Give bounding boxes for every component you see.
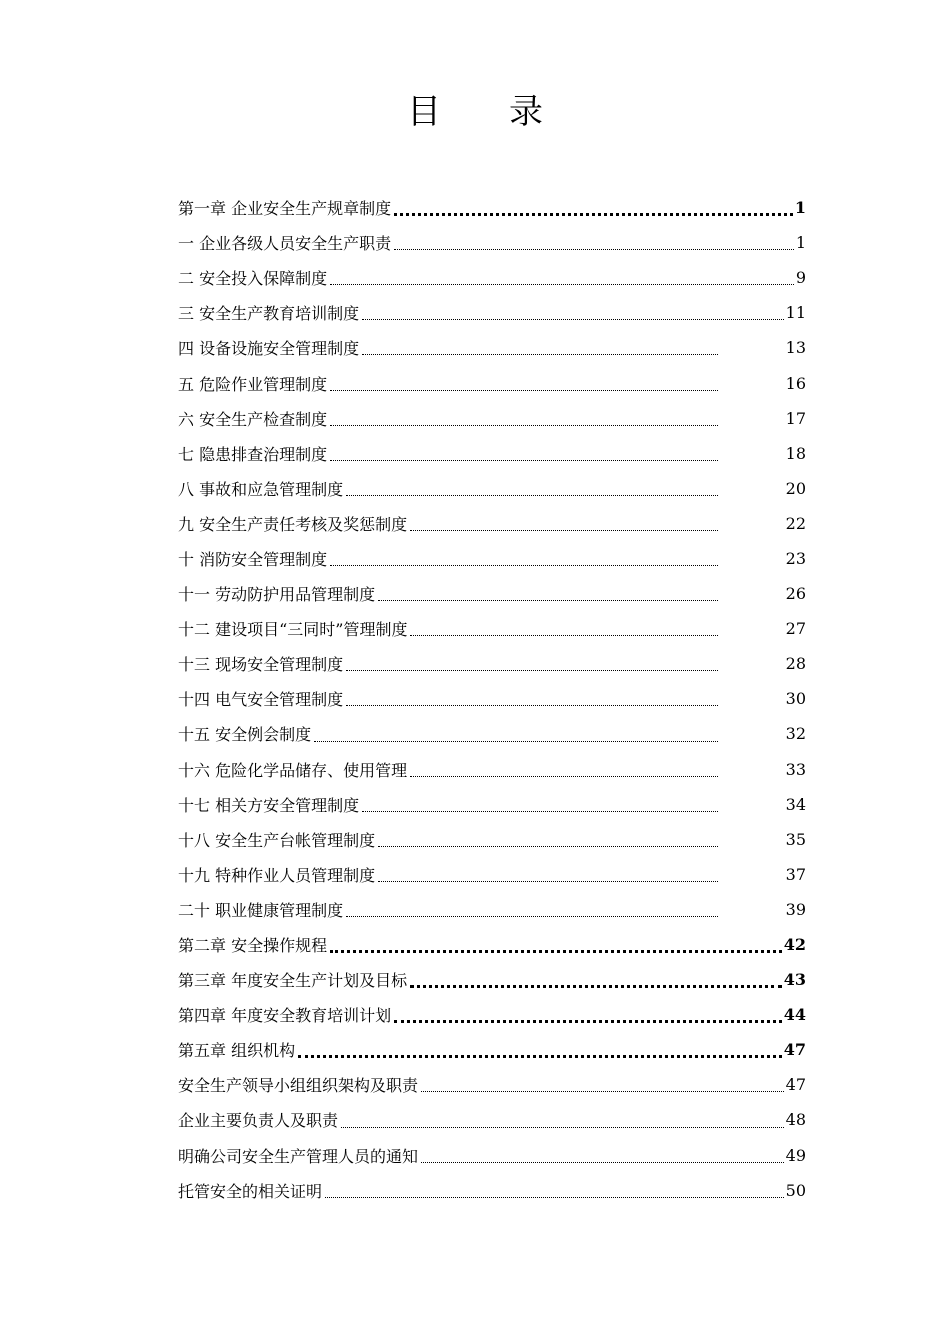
- dot-leader: [362, 810, 718, 812]
- toc-entry[interactable]: [178, 787, 806, 822]
- dot-leader: [341, 1126, 784, 1128]
- toc-entry-label: 一 企业各级人员安全生产职责: [178, 234, 392, 254]
- toc-entry-page-number: 27: [785, 619, 806, 639]
- toc-entry-label: 二 安全投入保障制度: [178, 269, 328, 289]
- toc-entry-page-number: 17: [785, 408, 806, 428]
- toc-entry-page-number: 44: [783, 1005, 806, 1025]
- toc-entry-page-number: 48: [785, 1110, 806, 1130]
- toc-entry-page-number: 35: [785, 829, 806, 849]
- toc-entry-label: 七 隐患排查治理制度: [178, 444, 328, 464]
- toc-entry[interactable]: [178, 611, 806, 646]
- dot-leader: [378, 599, 718, 601]
- dot-leader: [346, 915, 718, 917]
- toc-entry[interactable]: [178, 471, 806, 506]
- toc-entry[interactable]: [178, 330, 806, 365]
- toc-entry-label: 十五 安全例会制度: [178, 725, 312, 745]
- toc-entry[interactable]: [178, 857, 806, 892]
- toc-entry-page-number: 20: [785, 478, 806, 498]
- toc-chapter-entry[interactable]: [178, 962, 806, 997]
- toc-entry[interactable]: [178, 681, 806, 716]
- dot-leader: [378, 880, 718, 882]
- toc-entry-page-number: 50: [785, 1180, 806, 1200]
- dot-leader: [330, 564, 718, 566]
- toc-chapter-entry[interactable]: [178, 1032, 806, 1067]
- dot-leader: [330, 459, 718, 461]
- dot-leader: [394, 212, 793, 216]
- toc-entry-label: 三 安全生产教育培训制度: [178, 304, 360, 324]
- dot-leader: [362, 353, 718, 355]
- toc-entry-label: 企业主要负责人及职责: [178, 1111, 339, 1131]
- toc-entry-label: 十八 安全生产台帐管理制度: [178, 830, 376, 850]
- page-title: [0, 88, 950, 136]
- dot-leader: [298, 1054, 782, 1058]
- toc-entry-page-number: 1: [795, 233, 806, 253]
- toc-chapter-entry[interactable]: [178, 927, 806, 962]
- toc-entry-label: 第四章 年度安全教育培训计划: [178, 1006, 392, 1026]
- dot-leader: [421, 1090, 784, 1092]
- dot-leader: [362, 318, 784, 320]
- toc-entry-page-number: 13: [785, 338, 806, 358]
- dot-leader: [410, 984, 782, 988]
- toc-entry-page-number: 18: [785, 443, 806, 463]
- toc-entry-label: 安全生产领导小组组织架构及职责: [178, 1076, 419, 1096]
- dot-leader: [330, 949, 782, 953]
- toc-entry-label: 十一 劳动防护用品管理制度: [178, 585, 376, 605]
- toc-entry-label: 十 消防安全管理制度: [178, 549, 328, 569]
- toc-entry-page-number: 30: [785, 689, 806, 709]
- toc-entry-label: 明确公司安全生产管理人员的通知: [178, 1146, 419, 1166]
- dot-leader: [410, 775, 718, 777]
- toc-entry-page-number: 11: [785, 303, 806, 323]
- toc-entry-label: 十二 建设项目“三同时”管理制度: [178, 620, 408, 640]
- toc-entry-label: 二十 职业健康管理制度: [178, 900, 344, 920]
- dot-leader: [330, 283, 794, 285]
- toc-entry-label: 十六 危险化学品储存、使用管理: [178, 760, 408, 780]
- dot-leader: [410, 529, 718, 531]
- toc-entry-page-number: 37: [785, 864, 806, 884]
- toc-entry[interactable]: [178, 260, 806, 295]
- toc-entry-page-number: 47: [785, 1075, 806, 1095]
- title-char-1: 目: [407, 92, 441, 132]
- toc-entry-page-number: 34: [785, 794, 806, 814]
- toc-entry-label: 十九 特种作业人员管理制度: [178, 865, 376, 885]
- dot-leader: [421, 1161, 784, 1163]
- toc-entry-label: 四 设备设施安全管理制度: [178, 339, 360, 359]
- toc-entry-page-number: 1: [794, 198, 806, 218]
- toc-entry[interactable]: [178, 506, 806, 541]
- toc-entry-page-number: 33: [785, 759, 806, 779]
- toc-entry[interactable]: [178, 1067, 806, 1102]
- toc-entry-page-number: 47: [783, 1040, 806, 1060]
- toc-entry-page-number: 49: [785, 1145, 806, 1165]
- toc-entry[interactable]: [178, 541, 806, 576]
- dot-leader: [346, 669, 718, 671]
- toc-entry[interactable]: [178, 1173, 806, 1208]
- toc-entry-page-number: 43: [783, 970, 806, 990]
- toc-entry[interactable]: [178, 1138, 806, 1173]
- toc-entry-label: 六 安全生产检查制度: [178, 409, 328, 429]
- toc-entry-page-number: 26: [785, 584, 806, 604]
- toc-entry[interactable]: [178, 752, 806, 787]
- toc-entry-label: 五 危险作业管理制度: [178, 374, 328, 394]
- toc-chapter-entry[interactable]: [178, 997, 806, 1032]
- dot-leader: [346, 494, 718, 496]
- toc-entry-label: 十七 相关方安全管理制度: [178, 795, 360, 815]
- toc-entry[interactable]: [178, 576, 806, 611]
- toc-entry[interactable]: [178, 295, 806, 330]
- toc-entry[interactable]: [178, 401, 806, 436]
- toc-entry[interactable]: [178, 1102, 806, 1137]
- toc-entry-page-number: 42: [783, 935, 806, 955]
- toc-entry[interactable]: [178, 822, 806, 857]
- dot-leader: [394, 1019, 782, 1023]
- toc-entry[interactable]: [178, 892, 806, 927]
- toc-entry-page-number: 39: [785, 899, 806, 919]
- table-of-contents: [178, 190, 806, 1208]
- toc-entry-label: 八 事故和应急管理制度: [178, 479, 344, 499]
- toc-entry-label: 第二章 安全操作规程: [178, 936, 328, 956]
- toc-entry[interactable]: [178, 225, 806, 260]
- dot-leader: [346, 704, 718, 706]
- dot-leader: [378, 845, 718, 847]
- toc-entry[interactable]: [178, 716, 806, 751]
- toc-entry-label: 十三 现场安全管理制度: [178, 655, 344, 675]
- toc-entry-label: 第三章 年度安全生产计划及目标: [178, 971, 408, 991]
- toc-entry-label: 第五章 组织机构: [178, 1041, 296, 1061]
- dot-leader: [394, 248, 794, 250]
- dot-leader: [314, 740, 718, 742]
- toc-entry-label: 第一章 企业安全生产规章制度: [178, 199, 392, 219]
- toc-entry-label: 十四 电气安全管理制度: [178, 690, 344, 710]
- toc-entry-label: 托管安全的相关证明: [178, 1181, 323, 1201]
- toc-chapter-entry[interactable]: [178, 190, 806, 225]
- toc-entry-page-number: 22: [785, 513, 806, 533]
- dot-leader: [330, 389, 718, 391]
- toc-entry-page-number: 32: [785, 724, 806, 744]
- toc-entry-page-number: 28: [785, 654, 806, 674]
- toc-entry[interactable]: [178, 436, 806, 471]
- toc-entry-page-number: 23: [785, 548, 806, 568]
- dot-leader: [325, 1196, 784, 1198]
- toc-entry[interactable]: [178, 365, 806, 400]
- dot-leader: [330, 424, 718, 426]
- toc-entry-label: 九 安全生产责任考核及奖惩制度: [178, 514, 408, 534]
- toc-entry-page-number: 9: [795, 268, 806, 288]
- dot-leader: [410, 634, 718, 636]
- toc-entry[interactable]: [178, 646, 806, 681]
- title-char-2: 录: [509, 92, 543, 132]
- toc-entry-page-number: 16: [785, 373, 806, 393]
